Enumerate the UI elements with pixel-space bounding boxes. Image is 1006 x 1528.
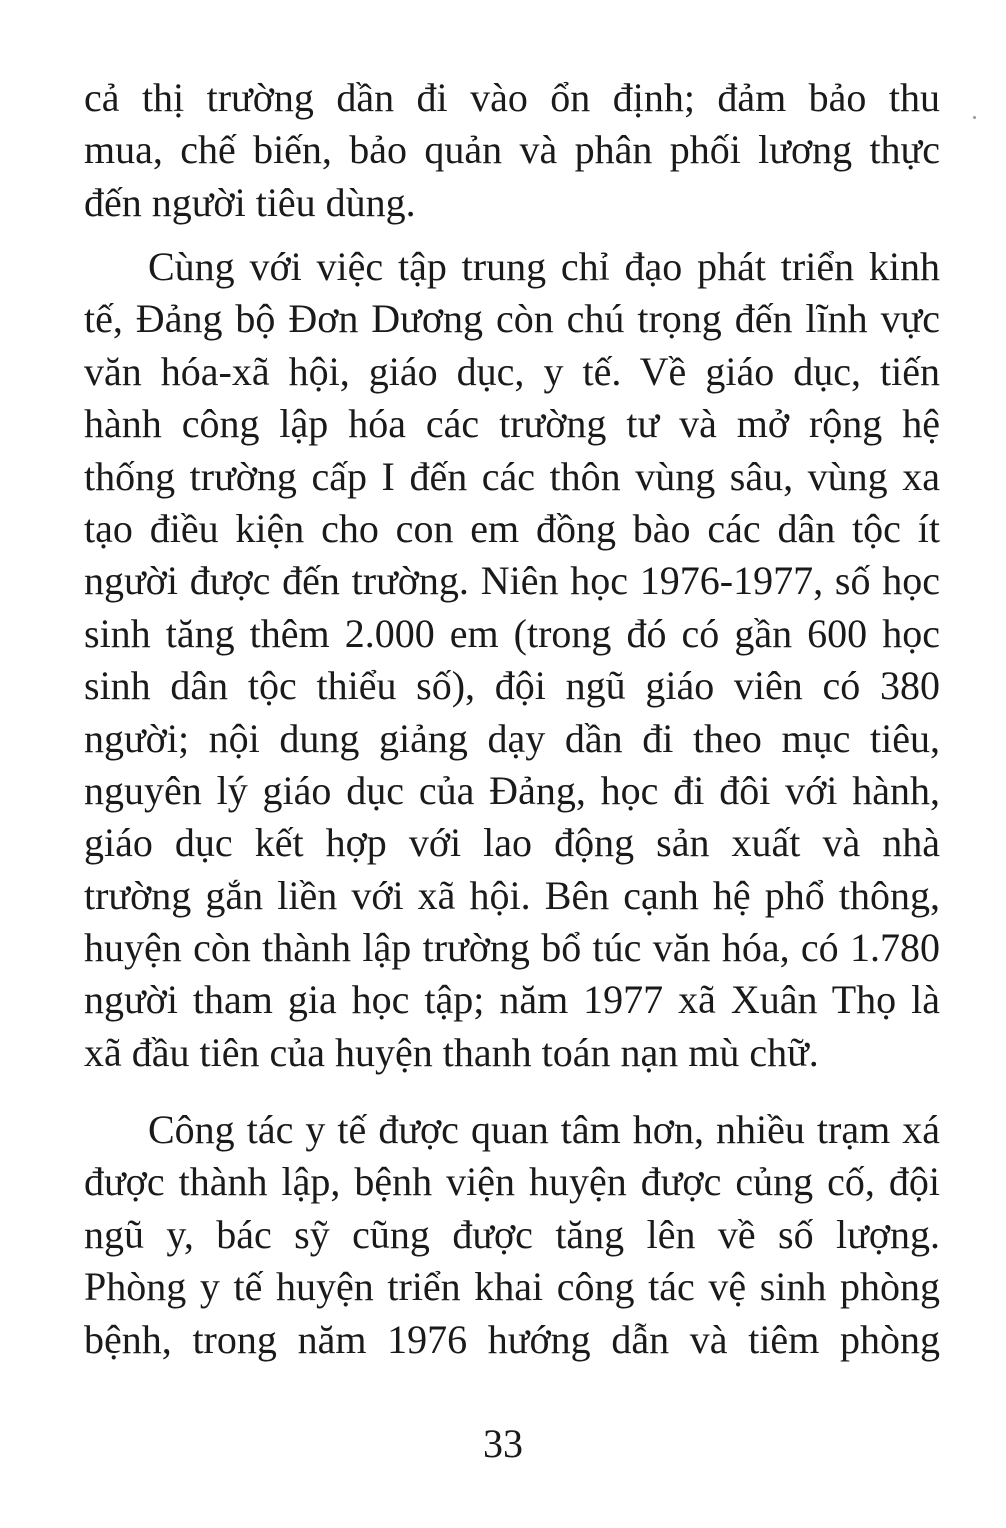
- text-line: thống trường cấp I đến các thôn vùng sâu, vùng xa: [84, 453, 940, 499]
- text-line: huyện còn thành lập trường bổ túc văn hóa, có 1.780: [84, 925, 940, 971]
- page-number: 33: [483, 1421, 523, 1466]
- text-line: hành công lập hóa các trường tư và mở rộng hệ: [84, 401, 940, 447]
- text-line: bệnh, trong năm 1976 hướng dẫn và tiêm phòng: [84, 1316, 940, 1362]
- paragraph-1: [84, 72, 940, 229]
- text-line: người tham gia học tập; năm 1977 xã Xuân Thọ là: [84, 977, 940, 1023]
- paragraph-2: [84, 241, 940, 1079]
- text-line: xã đầu tiên của huyện thanh toán nạn mù chữ.: [84, 1029, 819, 1075]
- text-line: Phòng y tế huyện triển khai công tác vệ sinh phòng: [84, 1264, 940, 1310]
- text-line: trường gắn liền với xã hội. Bên cạnh hệ phổ thông,: [84, 872, 940, 918]
- text-line: được thành lập, bệnh viện huyện được củng cố, đội: [84, 1159, 940, 1205]
- paragraph-3: [84, 1104, 940, 1366]
- text-line: giáo dục kết hợp với lao động sản xuất và nhà: [84, 820, 940, 866]
- text-line: sinh tăng thêm 2.000 em (trong đó có gần 600 học: [84, 610, 940, 656]
- text-line: tạo điều kiện cho con em đồng bào các dân tộc ít: [84, 505, 940, 551]
- text-line: nguyên lý giáo dục của Đảng, học đi đôi với hành,: [84, 767, 940, 813]
- text-line: người; nội dung giảng dạy dần đi theo mục tiêu,: [84, 715, 940, 761]
- text-line: mua, chế biến, bảo quản và phân phối lương thực: [84, 127, 940, 173]
- text-line: đến người tiêu dùng.: [84, 179, 416, 225]
- scan-speck: [973, 116, 976, 119]
- text-line: người được đến trường. Niên học 1976-1977, số học: [84, 558, 940, 604]
- text-line: tế, Đảng bộ Đơn Dương còn chú trọng đến lĩnh vực: [84, 296, 940, 342]
- text-line: Công tác y tế được quan tâm hơn, nhiều trạm xá: [148, 1107, 940, 1152]
- text-line: sinh dân tộc thiểu số), đội ngũ giáo viên có 380: [84, 663, 940, 709]
- text-line: ngũ y, bác sỹ cũng được tăng lên về số lượng.: [84, 1211, 940, 1257]
- text-line: văn hóa-xã hội, giáo dục, y tế. Về giáo dục, tiến: [84, 348, 940, 394]
- text-line: Cùng với việc tập trung chỉ đạo phát triển kinh: [148, 244, 940, 289]
- text-line: cả thị trường dần đi vào ổn định; đảm bảo thu: [84, 75, 940, 120]
